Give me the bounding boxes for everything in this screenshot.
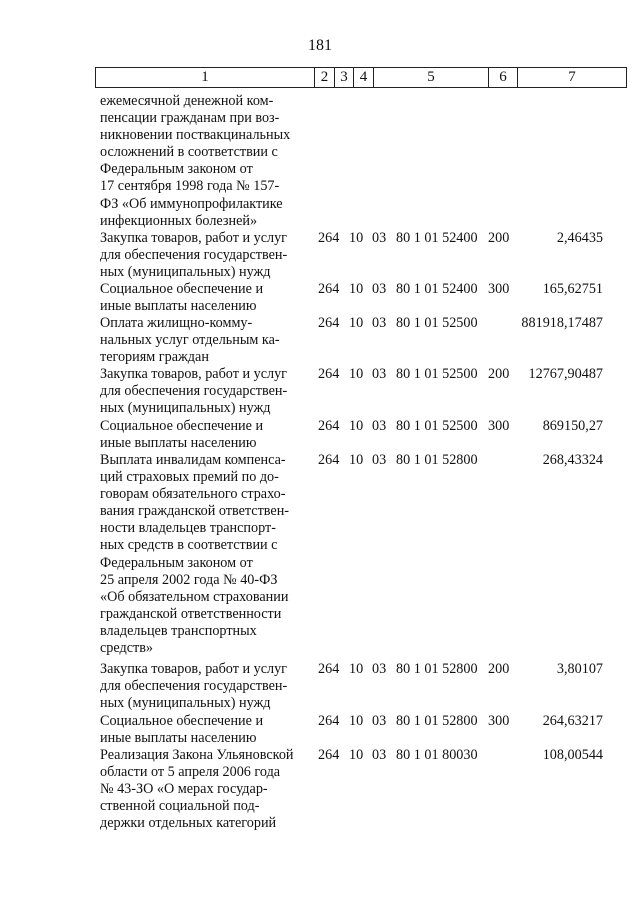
- description-line: № 43-ЗО «О мерах государ-: [100, 781, 268, 798]
- header-col-6: 6: [499, 69, 507, 85]
- cell-subsection-code: 03: [372, 366, 387, 382]
- cell-ministry-code: 264: [318, 281, 340, 297]
- description-line: Закупка товаров, работ и услуг: [100, 366, 287, 382]
- description-line: осложнений в соответствии с: [100, 144, 278, 161]
- description-line: ственной социальной под-: [100, 798, 260, 815]
- description-line: никновении поствакцинальных: [100, 127, 291, 144]
- cell-ministry-code: 264: [318, 452, 340, 468]
- cell-amount: 869150,27: [542, 418, 603, 434]
- cell-amount: 2,46435: [556, 230, 603, 246]
- description-line: Оплата жилищно-комму-: [100, 315, 253, 331]
- description-line: для обеспечения государствен-: [100, 247, 288, 264]
- cell-subsection-code: 03: [372, 747, 387, 763]
- header-col-7: 7: [568, 69, 576, 85]
- description-line: тегориям граждан: [100, 349, 209, 366]
- description-line: «Об обязательном страховании: [100, 588, 289, 605]
- row-description: [100, 93, 309, 230]
- cell-amount: 12767,90487: [528, 366, 603, 382]
- description-line: инфекционных болезней»: [100, 212, 258, 229]
- cell-expense-type: 200: [488, 230, 510, 246]
- cell-section-code: 10: [349, 452, 364, 468]
- cell-ministry-code: 264: [318, 747, 340, 763]
- cell-ministry-code: 264: [318, 661, 340, 677]
- header-col-1: 1: [201, 69, 209, 85]
- cell-amount: 264,63217: [542, 713, 603, 729]
- description-line: Закупка товаров, работ и услуг: [100, 661, 287, 677]
- cell-section-code: 10: [349, 661, 364, 677]
- cell-subsection-code: 03: [372, 452, 387, 468]
- page-number: 181: [308, 37, 332, 54]
- row-description: [100, 315, 309, 366]
- row-description: [100, 713, 309, 747]
- cell-subsection-code: 03: [372, 315, 387, 331]
- description-line: ности владельцев транспорт-: [100, 520, 276, 537]
- cell-section-code: 10: [349, 366, 364, 382]
- cell-amount: 165,62751: [542, 281, 603, 297]
- cell-target-article: 80 1 01 52800: [396, 452, 478, 468]
- header-col-4: 4: [359, 69, 368, 85]
- description-line: ций страховых премий по до-: [100, 469, 279, 486]
- description-line: Реализация Закона Ульяновской: [100, 747, 294, 763]
- description-line: иные выплаты населению: [100, 435, 257, 452]
- cell-amount: 881918,17487: [521, 315, 603, 331]
- cell-amount: 108,00544: [542, 747, 603, 763]
- header-col-5: 5: [427, 69, 435, 85]
- cell-expense-type: 300: [488, 281, 510, 297]
- cell-subsection-code: 03: [372, 281, 387, 297]
- cell-section-code: 10: [349, 281, 364, 297]
- description-line: ных средств в соответствии с: [100, 537, 278, 554]
- description-line: владельцев транспортных: [100, 622, 257, 639]
- cell-target-article: 80 1 01 52800: [396, 713, 478, 729]
- cell-section-code: 10: [349, 418, 364, 434]
- row-description: [100, 366, 309, 417]
- description-line: Закупка товаров, работ и услуг: [100, 230, 287, 246]
- description-line: 25 апреля 2002 года № 40-ФЗ: [100, 571, 278, 588]
- description-line: нальных услуг отдельным ка-: [100, 332, 280, 349]
- cell-target-article: 80 1 01 52800: [396, 661, 478, 677]
- cell-section-code: 10: [349, 747, 364, 763]
- row-description: [100, 281, 309, 315]
- description-line: пенсации гражданам при воз-: [100, 110, 280, 127]
- cell-ministry-code: 264: [318, 418, 340, 434]
- cell-target-article: 80 1 01 52400: [396, 281, 478, 297]
- cell-ministry-code: 264: [318, 713, 340, 729]
- description-line: Федеральным законом от: [100, 161, 253, 178]
- row-description: [100, 230, 309, 281]
- header-col-3: 3: [340, 69, 348, 85]
- cell-target-article: 80 1 01 52400: [396, 230, 478, 246]
- cell-target-article: 80 1 01 52500: [396, 418, 478, 434]
- description-line: ежемесячной денежной ком-: [100, 93, 274, 109]
- cell-expense-type: 200: [488, 661, 510, 677]
- description-line: Социальное обеспечение и: [100, 281, 264, 297]
- cell-subsection-code: 03: [372, 230, 387, 246]
- cell-section-code: 10: [349, 230, 364, 246]
- cell-ministry-code: 264: [318, 315, 340, 331]
- description-line: Социальное обеспечение и: [100, 418, 264, 434]
- description-line: вания гражданской ответствен-: [100, 503, 290, 520]
- description-line: Федеральным законом от: [100, 554, 253, 571]
- cell-target-article: 80 1 01 52500: [396, 366, 478, 382]
- description-line: 17 сентября 1998 года № 157-: [100, 178, 280, 195]
- description-line: держки отдельных категорий: [100, 815, 277, 832]
- table-header-row: [95, 67, 627, 88]
- description-line: гражданской ответственности: [100, 605, 282, 622]
- row-description: [100, 661, 309, 712]
- cell-subsection-code: 03: [372, 418, 387, 434]
- cell-amount: 268,43324: [542, 452, 603, 468]
- description-line: средств»: [100, 640, 154, 657]
- cell-subsection-code: 03: [372, 713, 387, 729]
- header-col-2: 2: [320, 69, 329, 85]
- cell-amount: 3,80107: [556, 661, 603, 677]
- description-line: ных (муниципальных) нужд: [100, 695, 271, 712]
- cell-expense-type: 300: [488, 713, 510, 729]
- description-line: Социальное обеспечение и: [100, 713, 264, 729]
- row-description: [100, 418, 309, 452]
- description-line: Выплата инвалидам компенса-: [100, 452, 286, 468]
- description-line: иные выплаты населению: [100, 298, 257, 315]
- row-description: [100, 452, 309, 657]
- description-line: ФЗ «Об иммунопрофилактике: [100, 195, 283, 212]
- description-line: иные выплаты населению: [100, 730, 257, 747]
- cell-subsection-code: 03: [372, 661, 387, 677]
- cell-target-article: 80 1 01 52500: [396, 315, 478, 331]
- cell-expense-type: 200: [488, 366, 510, 382]
- row-description: [100, 747, 309, 832]
- cell-section-code: 10: [349, 713, 364, 729]
- cell-ministry-code: 264: [318, 230, 340, 246]
- cell-ministry-code: 264: [318, 366, 340, 382]
- description-line: говорам обязательного страхо-: [100, 486, 286, 503]
- description-line: области от 5 апреля 2006 года: [100, 764, 281, 781]
- cell-target-article: 80 1 01 80030: [396, 747, 478, 763]
- cell-expense-type: 300: [488, 418, 510, 434]
- description-line: для обеспечения государствен-: [100, 383, 288, 400]
- description-line: ных (муниципальных) нужд: [100, 264, 271, 281]
- cell-section-code: 10: [349, 315, 364, 331]
- description-line: ных (муниципальных) нужд: [100, 400, 271, 417]
- description-line: для обеспечения государствен-: [100, 678, 288, 695]
